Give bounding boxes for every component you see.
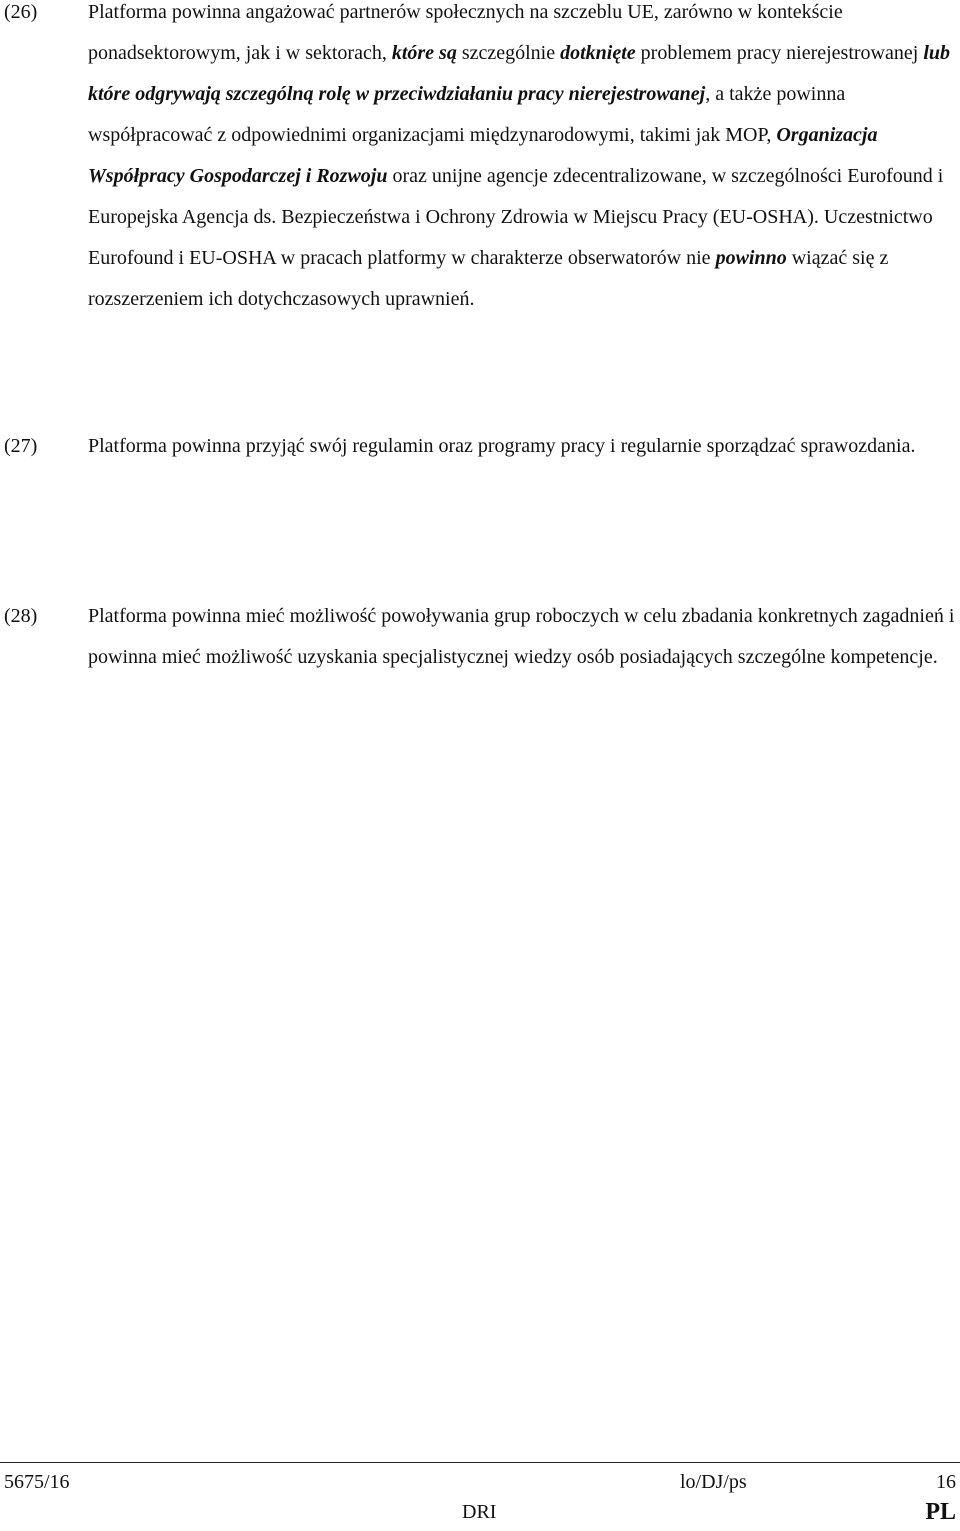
text-segment: problemem pracy nierejestrowanej — [635, 42, 924, 64]
footer-page-number: 16 — [936, 1471, 956, 1493]
paragraph-text — [88, 596, 956, 678]
text-segment: , a także powinna współpracować z odpowiednimi organizacjami międzynarodowymi, takimi jak MOP, — [88, 83, 846, 146]
paragraph-26 — [0, 0, 960, 402]
text-segment: Platforma powinna mieć możliwość powoływania grup roboczych w celu zbadania konkretnych zagadnień i powinna mieć możliwość uzyskania specjalistycznej wiedzy osób posiadających szczególne kompetencje. — [88, 605, 955, 668]
text-segment: Platforma powinna angażować partnerów społecznych na szczeblu UE, zarówno w kontekście ponadsektorowym, jak i w sektorach, — [88, 1, 843, 64]
paragraph-text — [88, 0, 956, 320]
paragraph-text — [88, 426, 956, 467]
text-segment: wiązać się z rozszerzeniem ich dotychczasowych uprawnień. — [88, 247, 889, 310]
paragraph-27 — [0, 426, 960, 508]
footer-language-code: PL — [925, 1499, 956, 1525]
footer-directorate: DRI — [462, 1501, 497, 1523]
emphasized-text-segment: lub które odgrywają szczególną rolę w przeciwdziałaniu pracy nierejestrowanej — [88, 42, 950, 105]
footer-divider — [0, 1462, 960, 1463]
text-segment: oraz unijne agencje zdecentralizowane, w szczególności Eurofound i Europejska Agencja ds. Bezpieczeństwa i Ochrony Zdrowia w Miejscu Pracy (EU-OSHA). Uczestnictwo Eurofound i EU-OSHA w pracach platformy w charakterze obserwatorów nie — [88, 165, 944, 269]
text-segment: szczególnie — [456, 42, 561, 64]
emphasized-text-segment: Organizacja Współpracy Gospodarczej i Rozwoju — [88, 124, 878, 187]
emphasized-text-segment: które są — [391, 42, 457, 64]
footer-doc-ref: 5675/16 — [4, 1471, 70, 1493]
footer-initials: lo/DJ/ps — [680, 1471, 747, 1493]
paragraph-number: (27) — [4, 435, 38, 457]
emphasized-text-segment: dotknięte — [560, 42, 636, 64]
paragraph-number: (28) — [4, 605, 38, 627]
text-segment: Platforma powinna przyjąć swój regulamin oraz programy pracy i regularnie sporządzać sprawozdania. — [88, 435, 916, 457]
emphasized-text-segment: powinno — [715, 247, 787, 269]
paragraph-28 — [0, 596, 960, 719]
paragraph-number: (26) — [4, 1, 38, 23]
